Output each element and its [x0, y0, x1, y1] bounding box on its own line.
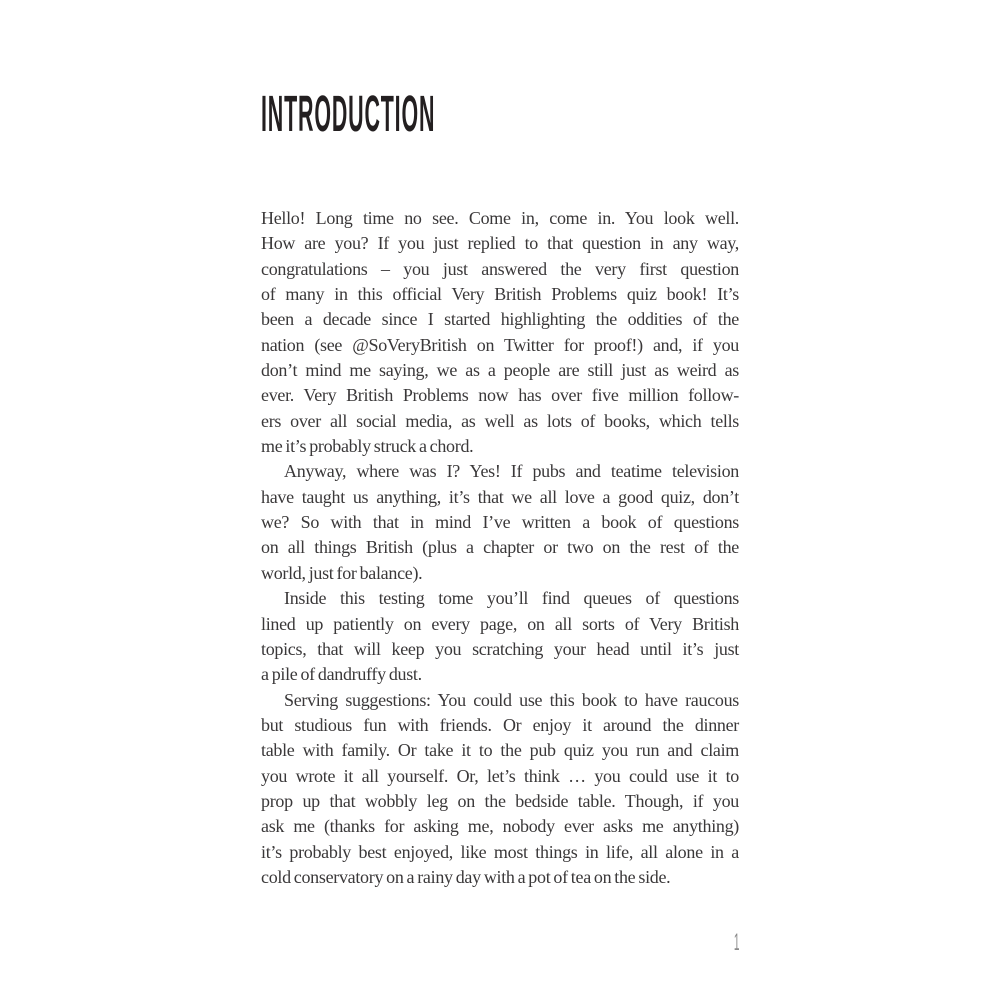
text-line: we? So with that in mind I’ve written a book of questions	[261, 512, 739, 533]
text-line: Hello! Long time no see. Come in, come in. You look well.	[261, 208, 739, 228]
chapter-title: INTRODUCTION	[261, 85, 436, 142]
text-line: Inside this testing tome you’ll find queues of questions	[284, 588, 739, 609]
text-line: ever. Very British Problems now has over five million follow-	[261, 385, 739, 406]
text-line: ask me (thanks for asking me, nobody ever asks me anything)	[261, 816, 739, 837]
text-line: a pile of dandruffy dust.	[261, 664, 422, 685]
text-line: cold conservatory on a rainy day with a pot of tea on the side.	[261, 866, 671, 887]
page-number-digit: 1	[734, 929, 740, 956]
text-line: have taught us anything, it’s that we all love a good quiz, don’t	[261, 486, 739, 507]
text-line: world, just for balance).	[261, 562, 423, 583]
text-line: prop up that wobbly leg on the bedside table. Though, if you	[261, 790, 739, 811]
text-line: of many in this official Very British Problems quiz book! It’s	[261, 284, 739, 305]
text-line: topics, that will keep you scratching your head until it’s just	[261, 638, 739, 659]
text-line: ers over all social media, as well as lots of books, which tells	[261, 410, 739, 431]
text-line: nation (see @SoVeryBritish on Twitter for proof!) and, if you	[261, 334, 739, 355]
body-text	[261, 206, 739, 890]
text-line: on all things British (plus a chapter or two on the rest of the	[261, 537, 739, 558]
text-line: Serving suggestions: You could use this book to have raucous	[284, 689, 739, 710]
text-line: been a decade since I started highlighting the oddities of the	[261, 309, 739, 330]
text-line: How are you? If you just replied to that question in any way,	[261, 233, 739, 254]
text-line: don’t mind me saying, we as a people are still just as weird as	[261, 360, 739, 381]
text-line: but studious fun with friends. Or enjoy it around the dinner	[261, 714, 739, 735]
text-line: table with family. Or take it to the pub quiz you run and claim	[261, 740, 739, 761]
text-line: it’s probably best enjoyed, like most things in life, all alone in a	[261, 841, 739, 862]
text-line: lined up patiently on every page, on all sorts of Very British	[261, 613, 739, 634]
text-line: Anyway, where was I? Yes! If pubs and teatime television	[284, 461, 739, 482]
text-line: me it’s probably struck a chord.	[261, 436, 474, 457]
page-number	[726, 931, 748, 955]
text-line: you wrote it all yourself. Or, let’s think … you could use it to	[261, 765, 739, 786]
text-line: congratulations – you just answered the very first question	[261, 258, 739, 279]
